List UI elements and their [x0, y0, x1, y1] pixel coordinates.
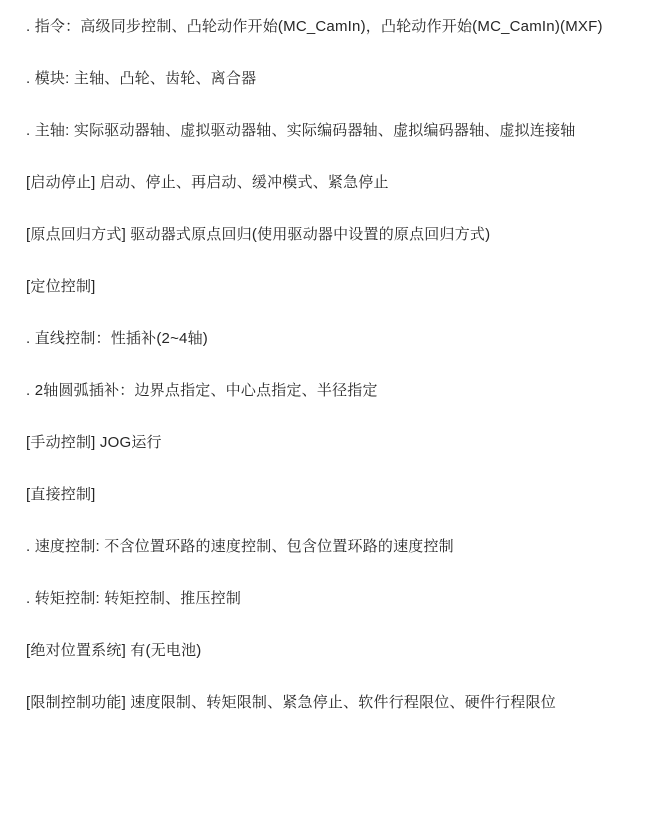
list-item: [直接控制]	[26, 486, 96, 503]
list-item: . 指令：高级同步控制、凸轮动作开始(MC_CamIn)，凸轮动作开始(MC_CamIn)(MXF)	[26, 18, 603, 35]
list-item: . 转矩控制: 转矩控制、推压控制	[26, 590, 242, 607]
list-item: . 2轴圆弧插补：边界点指定、中心点指定、半径指定	[26, 382, 378, 399]
list-item: . 主轴: 实际驱动器轴、虚拟驱动器轴、实际编码器轴、虚拟编码器轴、虚拟连接轴	[26, 122, 576, 139]
list-item: [绝对位置系统] 有(无电池)	[26, 642, 202, 659]
list-item: [启动停止] 启动、停止、再启动、缓冲模式、紧急停止	[26, 174, 389, 191]
list-item: . 速度控制: 不含位置环路的速度控制、包含位置环路的速度控制	[26, 538, 454, 555]
list-item: [限制控制功能] 速度限制、转矩限制、紧急停止、软件行程限位、硬件行程限位	[26, 694, 556, 711]
list-item: [定位控制]	[26, 278, 96, 295]
list-item: . 模块: 主轴、凸轮、齿轮、离合器	[26, 70, 257, 87]
list-item: . 直线控制：性插补(2~4轴)	[26, 330, 208, 347]
specification-list	[26, 14, 642, 716]
list-item: [原点回归方式] 驱动器式原点回归(使用驱动器中设置的原点回归方式)	[26, 226, 491, 243]
list-item: [手动控制] JOG运行	[26, 434, 162, 451]
page-left-edge	[0, 0, 2, 821]
